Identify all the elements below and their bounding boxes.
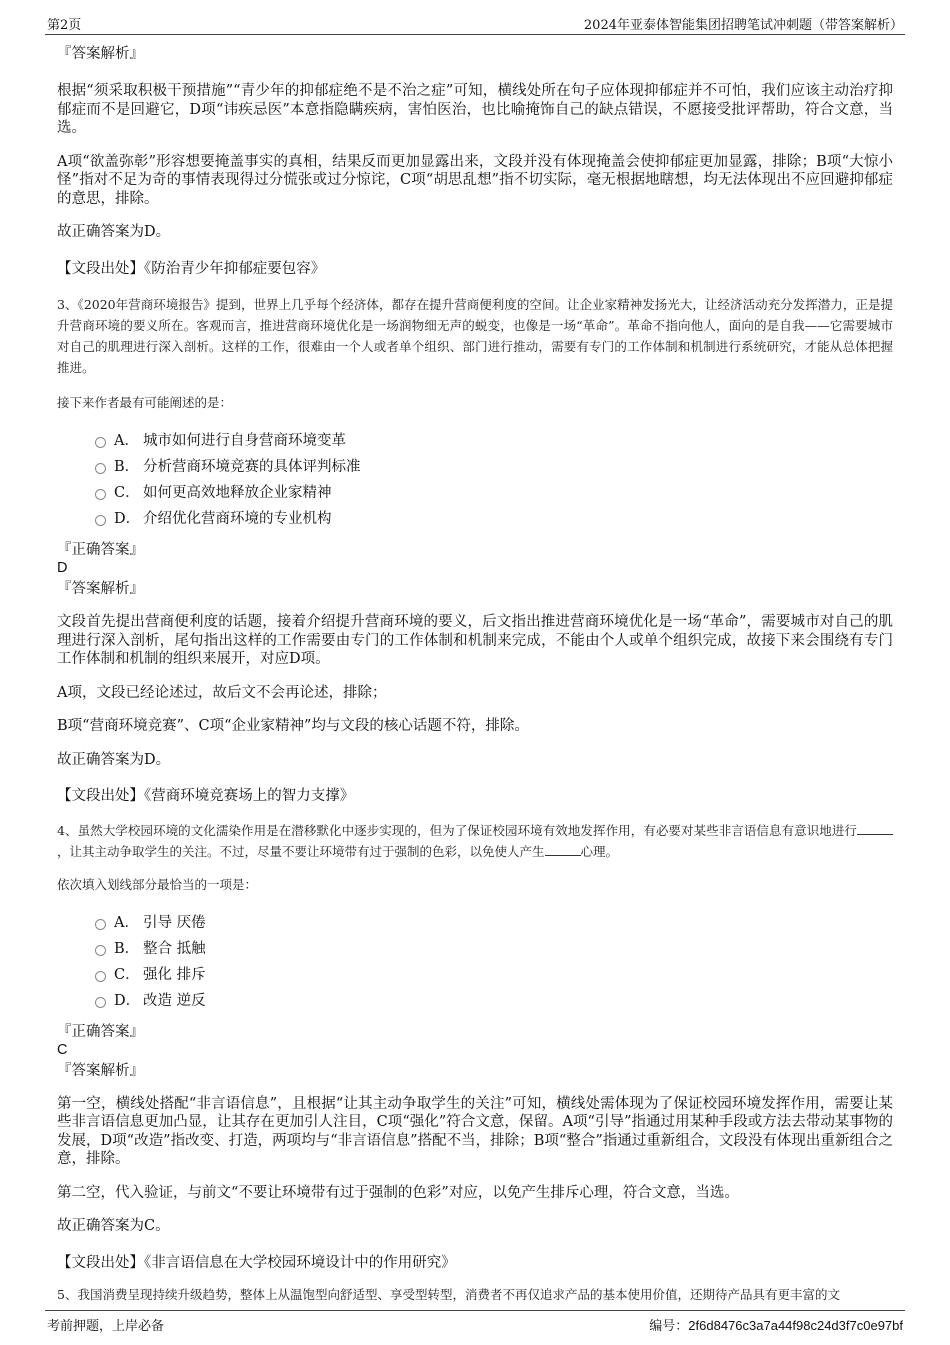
- question-text-part: 4、虽然大学校园环境的文化濡染作用是在潜移默化中逐步实现的，但为了保证校园环境有效地发挥作用，有必要对某些非言语信息有意识地进行: [57, 822, 857, 838]
- option-text: 分析营商环境竞赛的具体评判标准: [143, 459, 361, 475]
- question-text-part: 心理。: [580, 843, 619, 859]
- analysis-paragraph: A项“欲盖弥彰”形容想要掩盖事实的真相，结果反而更加显露出来，文段并没有体现掩盖会使抑郁症更加显露，排除；B项“大惊小怪”指对不足为奇的事情表现得过分慌张或过分惊诧，C项“胡思乱想”指不切实际，毫无根据地瞎想，均无法体现出不应回避抑郁症的意思，排除。: [57, 153, 893, 207]
- analysis-paragraph: 故正确答案为D。: [57, 751, 171, 768]
- option-d[interactable]: [57, 988, 893, 1014]
- analysis-paragraph: A项，文段已经论述过，故后文不会再论述，排除；: [57, 684, 387, 701]
- analysis-paragraph: 故正确答案为C。: [57, 1218, 170, 1234]
- option-letter: A．: [114, 433, 139, 449]
- question-text-part: ，让其主动争取学生的关注。不过，尽量不要让环境带有过于强制的色彩，以免使人产生: [57, 843, 545, 859]
- option-list: [57, 910, 893, 1014]
- source-citation: 【文段出处】《非言语信息在大学校园环境设计中的作用研究》: [57, 1254, 456, 1271]
- question-text: 3、《2020年营商环境报告》提到，世界上几乎每个经济体，都存在提升营商便利度的空间。让企业家精神发扬光大，让经济活动充分发挥潜力，正是提升营商环境的要义所在。客观而言，推进营商环境优化是一场润物细无声的蜕变，也像是一场“革命”。革命不指向他人，面向的是自我——它需要城市对自己的肌理进行深入剖析。这样的工作，很难由一个人或者单个组织、部门进行推动，需要有专门的工作体制和机制进行系统研究，才能从总体把握推进。: [57, 297, 893, 375]
- option-text: 改造 逆反: [143, 992, 206, 1009]
- correct-answer: C: [57, 1041, 68, 1058]
- option-text: 整合 抵触: [143, 940, 206, 957]
- option-c[interactable]: [57, 480, 893, 506]
- radio-icon[interactable]: [95, 437, 106, 448]
- correct-answer: D: [57, 560, 68, 576]
- option-text: 介绍优化营商环境的专业机构: [143, 511, 332, 527]
- page-header: [45, 12, 905, 35]
- option-text: 城市如何进行自身营商环境变革: [143, 433, 346, 449]
- document-serial: 编号：2f6d8476c3a7a44f98c24d3f7c0e97bf: [649, 1318, 903, 1333]
- correct-answer-label: 『正确答案』: [57, 1023, 144, 1040]
- analysis-paragraph: B项“营商环境竞赛”、C项“企业家精神”均与文段的核心话题不符，排除。: [57, 718, 529, 734]
- analysis-paragraph: 故正确答案为D。: [57, 224, 171, 240]
- option-c[interactable]: [57, 962, 893, 988]
- option-a[interactable]: [57, 428, 893, 454]
- radio-icon[interactable]: [95, 945, 106, 956]
- option-letter: B．: [114, 940, 140, 957]
- footer-slogan: 考前押题，上岸必备: [47, 1319, 165, 1334]
- correct-answer-label: 『正确答案』: [57, 542, 144, 558]
- question-text: [57, 820, 893, 862]
- document-title: 2024年亚泰体智能集团招聘笔试冲刺题（带答案解析）: [583, 18, 903, 33]
- option-letter: D．: [114, 511, 141, 527]
- analysis-paragraph: 根据“须采取积极干预措施”“青少年的抑郁症绝不是不治之症”可知，横线处所在句子应体现抑郁症并不可怕，我们应该主动治疗抑郁症而不是回避它，D项“讳疾忌医”本意指隐瞒疾病，害怕医治，也比喻掩饰自己的缺点错误，不愿接受批评帮助，符合文意，当选。: [57, 83, 893, 136]
- question-prompt: 依次填入划线部分最恰当的一项是：: [57, 876, 258, 892]
- option-letter: C．: [114, 485, 140, 501]
- analysis-label: 『答案解析』: [57, 46, 144, 62]
- source-citation: 【文段出处】《防治青少年抑郁症要包容》: [57, 260, 326, 277]
- option-list: [57, 428, 893, 532]
- option-a[interactable]: [57, 910, 893, 936]
- option-letter: D．: [114, 992, 141, 1009]
- page-footer: [45, 1310, 905, 1333]
- option-letter: A．: [114, 914, 139, 931]
- radio-icon[interactable]: [95, 971, 106, 982]
- page-content: [57, 42, 893, 1305]
- question-text: 5、我国消费呈现持续升级趋势，整体上从温饱型向舒适型、享受型转型，消费者不再仅追求产品的基本使用价值，还期待产品具有更丰富的文: [57, 1287, 840, 1302]
- source-citation: 【文段出处】《营商环境竞赛场上的智力支撑》: [57, 788, 355, 804]
- option-letter: B．: [114, 459, 140, 475]
- fill-blank: [545, 845, 581, 856]
- option-text: 强化 排斥: [143, 966, 206, 983]
- fill-blank: [857, 824, 893, 835]
- analysis-label: 『答案解析』: [57, 1062, 144, 1079]
- radio-icon[interactable]: [95, 489, 106, 500]
- radio-icon[interactable]: [95, 463, 106, 474]
- analysis-paragraph: 第二空，代入验证，与前文“不要让环境带有过于强制的色彩”对应，以免产生排斥心理，符合文意，当选。: [57, 1184, 739, 1201]
- option-b[interactable]: [57, 454, 893, 480]
- radio-icon[interactable]: [95, 919, 106, 930]
- radio-icon[interactable]: [95, 515, 106, 526]
- radio-icon[interactable]: [95, 997, 106, 1008]
- option-text: 如何更高效地释放企业家精神: [143, 485, 332, 501]
- option-letter: C．: [114, 966, 140, 983]
- question-prompt: 接下来作者最有可能阐述的是：: [57, 395, 233, 410]
- analysis-paragraph: 第一空，横线处搭配“非言语信息”，且根据“让其主动争取学生的关注”可知，横线处需体现为了保证校园环境发挥作用，需要让某些非言语信息更加凸显，让其存在更加引人注目，C项“强化”符合文意，保留。A项“引导”指通过用某种手段或方法去带动某事物的发展，D项“改造”指改变、打造，两项均与“非言语信息”搭配不当，排除；B项“整合”指通过重新组合，文段没有体现出重新组合之意，排除。: [57, 1095, 893, 1167]
- option-text: 引导 厌倦: [143, 914, 206, 931]
- page-number: 第2页: [47, 18, 82, 33]
- analysis-paragraph: 文段首先提出营商便利度的话题，接着介绍提升营商环境的要义，后文指出推进营商环境优化是一场“革命”，需要城市对自己的肌理进行深入剖析，尾句指出这样的工作需要由专门的工作体制和机制来完成，不能由个人或单个组织完成，故接下来会围绕有专门工作体制和机制的组织来展开，对应D项。: [57, 614, 893, 667]
- option-d[interactable]: [57, 506, 893, 532]
- analysis-label: 『答案解析』: [57, 581, 144, 597]
- option-b[interactable]: [57, 936, 893, 962]
